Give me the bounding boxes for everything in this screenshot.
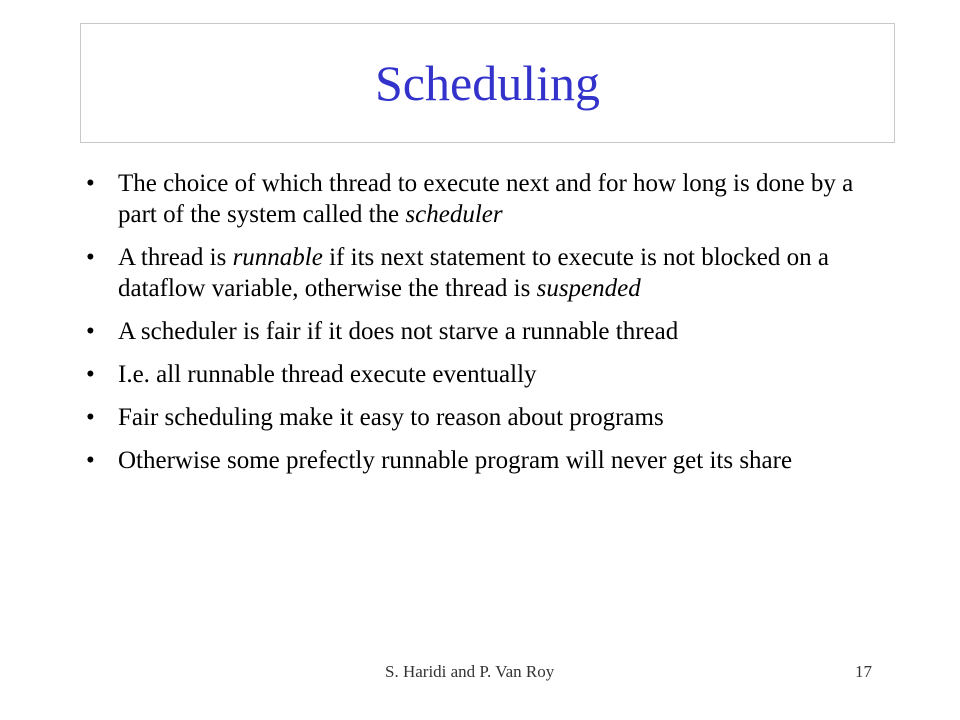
bullet-text-italic: runnable — [232, 244, 323, 271]
bullet-text-segment: The choice of which thread to execute next and for how long is done by a part of the system called the — [118, 170, 854, 228]
bullet-text-segment: Otherwise some prefectly runnable program will never get its share — [118, 447, 793, 474]
bullet-item — [80, 445, 880, 476]
bullet-text-italic: scheduler — [405, 201, 503, 228]
bullet-text-italic: suspended — [536, 275, 641, 302]
bullet-marker: • — [86, 361, 95, 388]
bullet-text — [118, 170, 853, 228]
bullet-list — [80, 168, 880, 488]
title-box — [80, 23, 895, 143]
slide-title: Scheduling — [375, 55, 600, 111]
bullet-text-segment: if its next statement to execute is not blocked on a dataflow variable, otherwise the thread is — [118, 244, 829, 302]
footer-page-number: 17 — [855, 662, 872, 681]
bullet-item — [80, 316, 880, 347]
bullet-marker: • — [86, 170, 95, 197]
bullet-text — [118, 244, 829, 302]
bullet-item — [80, 359, 880, 390]
bullet-text-segment: A thread is — [118, 244, 233, 271]
bullet-marker: • — [86, 447, 95, 474]
bullet-text-segment: A scheduler is fair if it does not starve a runnable thread — [118, 318, 679, 345]
bullet-text-segment: I.e. all runnable thread execute eventually — [118, 361, 537, 388]
bullet-item — [80, 242, 880, 304]
bullet-marker: • — [86, 318, 95, 345]
bullet-text — [118, 361, 537, 388]
bullet-marker: • — [86, 404, 95, 431]
footer-author: S. Haridi and P. Van Roy — [385, 662, 555, 681]
bullet-marker: • — [86, 244, 95, 271]
bullet-item — [80, 168, 880, 230]
bullet-text — [118, 447, 792, 474]
bullet-item — [80, 402, 880, 433]
bullet-text — [118, 404, 664, 431]
bullet-text — [118, 318, 678, 345]
bullet-text-segment: Fair scheduling make it easy to reason about programs — [118, 404, 664, 431]
